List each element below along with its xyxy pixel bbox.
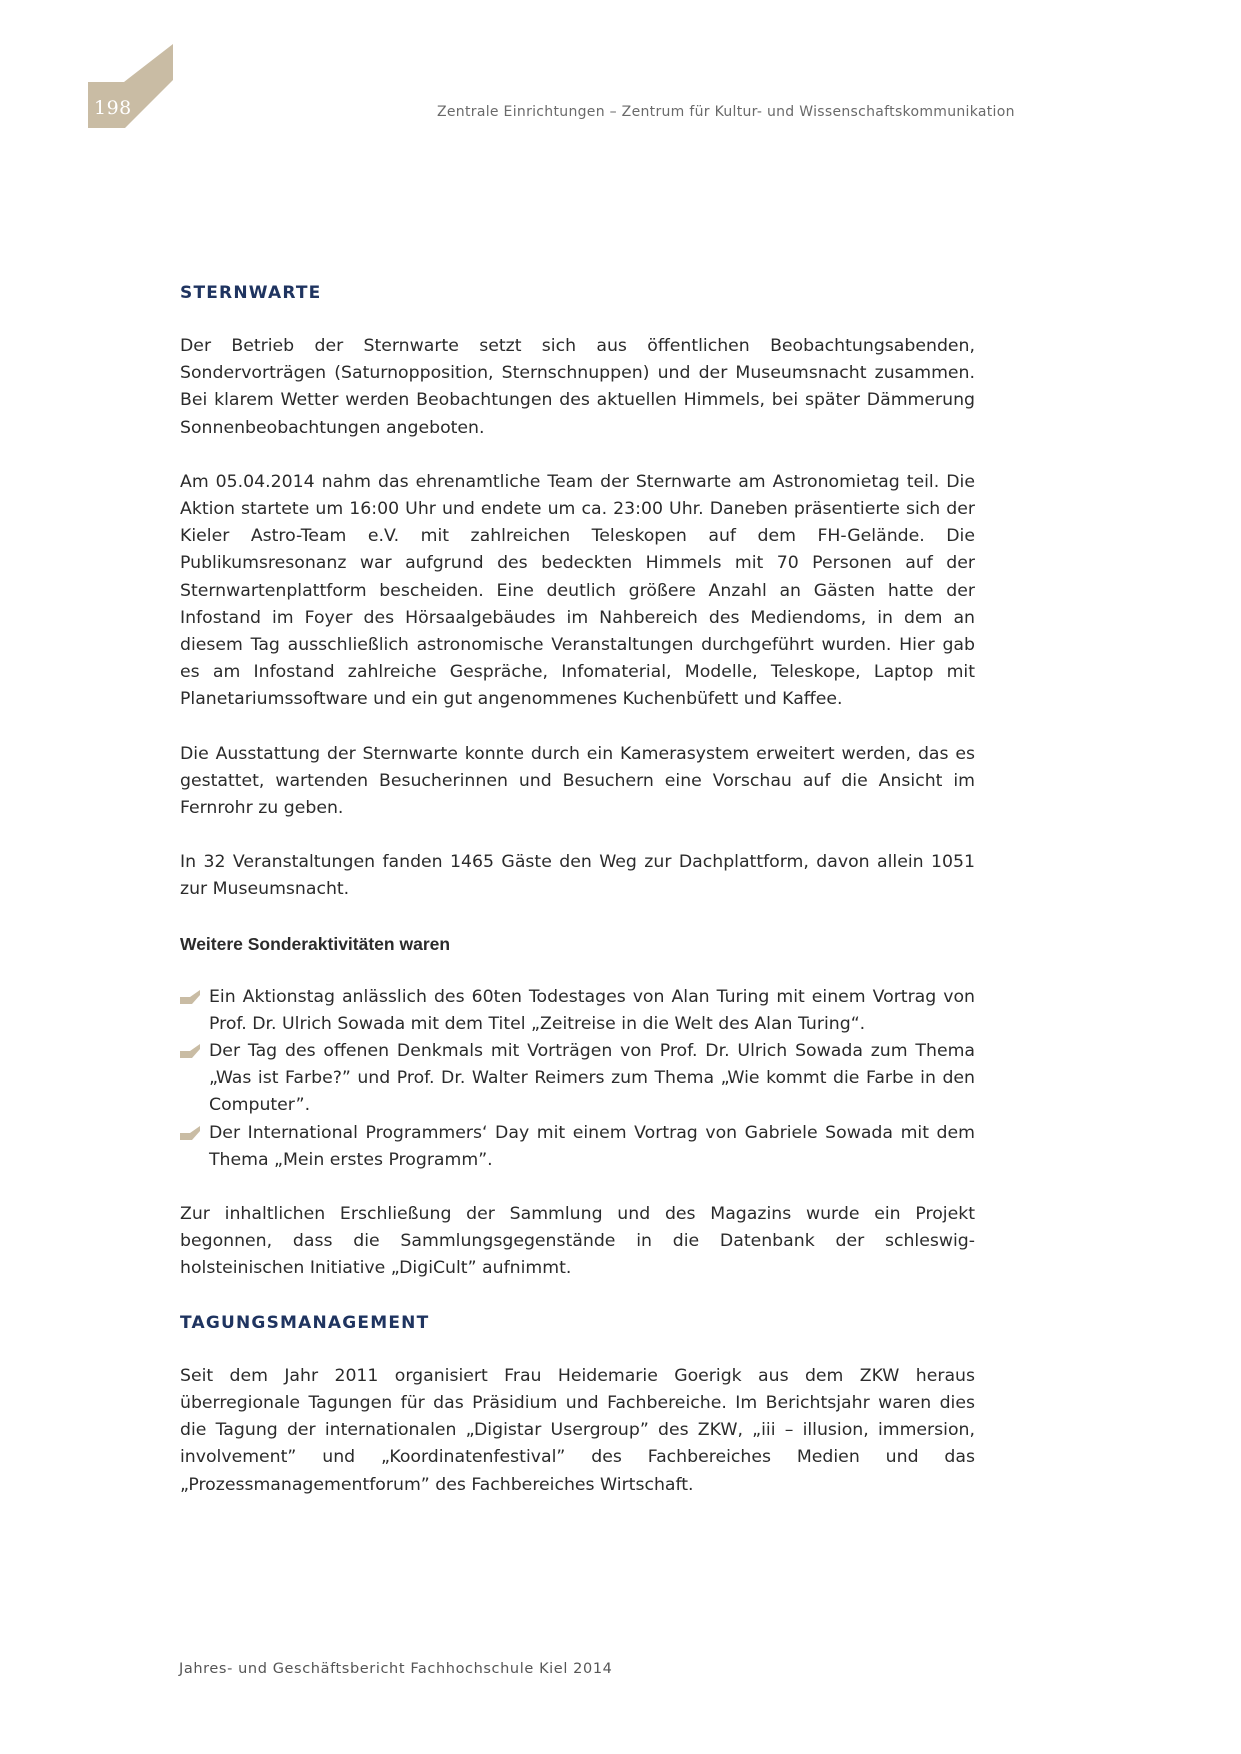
check-arrow-icon <box>180 1044 200 1058</box>
page-footer: Jahres- und Geschäftsbericht Fachhochschule Kiel 2014 <box>179 1661 613 1677</box>
section-heading-tagungsmanagement: TAGUNGSMANAGEMENT <box>180 1312 430 1333</box>
paragraph: Der Betrieb der Sternwarte setzt sich aus öffentlichen Beobachtungsabenden, Sondervorträgen (Saturnopposition, Sternschnuppen) und der Museumsnacht zusammen. Bei klarem Wetter werden Beobachtungen des aktuellen Himmels, bei später Dämmerung Sonnenbeobachtungen angeboten. <box>180 336 975 438</box>
list-item <box>180 1038 975 1120</box>
activity-list <box>180 984 975 1174</box>
paragraph: In 32 Veranstaltungen fanden 1465 Gäste den Weg zur Dachplattform, davon allein 1051 zur Museumsnacht. <box>180 852 975 900</box>
subheading-sonderaktivitaeten: Weitere Sonderaktivitäten waren <box>180 933 451 954</box>
list-item <box>180 984 975 1038</box>
check-arrow-icon <box>180 990 200 1004</box>
paragraph: Zur inhaltlichen Erschließung der Sammlung und des Magazins wurde ein Projekt begonnen, dass die Sammlungsgegenstände in die Datenbank der schleswig-holsteinischen Initiative „DigiCult” aufnimmt. <box>180 1204 975 1279</box>
main-content <box>180 280 975 1499</box>
check-arrow-icon <box>180 1126 200 1140</box>
list-item-text: Der Tag des offenen Denkmals mit Vorträgen von Prof. Dr. Ulrich Sowada zum Thema „Was ist Farbe?” und Prof. Dr. Walter Reimers zum Thema „Wie kommt die Farbe in den Computer”. <box>209 1041 975 1116</box>
paragraph: Am 05.04.2014 nahm das ehrenamtliche Team der Sternwarte am Astronomietag teil. Die Aktion startete um 16:00 Uhr und endete um ca. 23:00 Uhr. Daneben präsentierte sich der Kieler Astro-Team e.V. mit zahlreichen Teleskopen auf dem FH-Gelände. Die Publikumsresonanz war aufgrund des bedeckten Himmels mit 70 Personen auf der Sternwartenplattform bescheiden. Eine deutlich größere Anzahl an Gästen hatte der Infostand im Foyer des Hörsaalgebäudes im Nahbereich des Mediendoms, in dem an diesem Tag ausschließlich astronomische Veranstaltungen durchgeführt wurden. Hier gab es am Infostand zahlreiche Gespräche, Infomaterial, Modelle, Teleskope, Laptop mit Planetariumssoftware und ein gut angenommenes Kuchenbüfett und Kaffee. <box>180 471 975 710</box>
list-item <box>180 1120 975 1174</box>
running-header: Zentrale Einrichtungen – Zentrum für Kultur- und Wissenschaftskommunikation <box>437 104 1015 120</box>
page-number: 198 <box>94 97 132 119</box>
list-item-text: Ein Aktionstag anlässlich des 60ten Todestages von Alan Turing mit einem Vortrag von Prof. Dr. Ulrich Sowada mit dem Titel „Zeitreise in die Welt des Alan Turing“. <box>209 986 975 1034</box>
paragraph: Seit dem Jahr 2011 organisiert Frau Heidemarie Goerigk aus dem ZKW heraus überregionale Tagungen für das Präsidium und Fachbereiche. Im Berichtsjahr waren dies die Tagung der internationalen „Digistar Usergroup” des ZKW, „iii – illusion, immersion, involvement” und „Koordinatenfestival” des Fachbereiches Medien und das „Prozessmanagementforum” des Fachbereiches Wirtschaft. <box>180 1365 975 1495</box>
section-heading-sternwarte: STERNWARTE <box>180 283 322 303</box>
paragraph: Die Ausstattung der Sternwarte konnte durch ein Kamerasystem erweitert werden, das es gestattet, wartenden Besucherinnen und Besuchern eine Vorschau auf die Ansicht im Fernrohr zu geben. <box>180 743 975 819</box>
list-item-text: Der International Programmers‘ Day mit einem Vortrag von Gabriele Sowada mit dem Thema „Mein erstes Programm”. <box>209 1122 975 1170</box>
